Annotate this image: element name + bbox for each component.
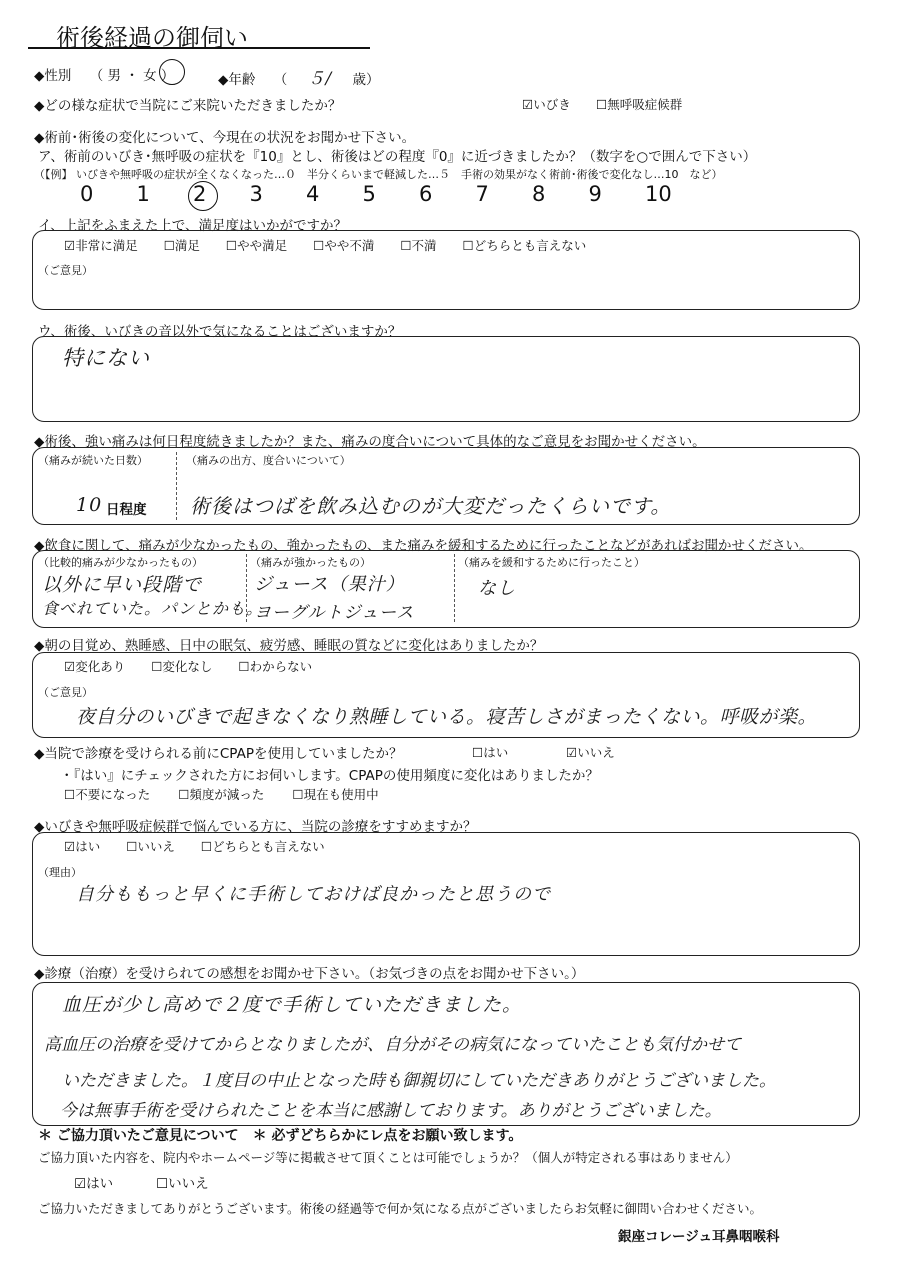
q5-option-unchanged: ☐変化なし (151, 659, 213, 674)
page-title: 術後経過の御伺い (56, 24, 248, 52)
q7-answer: 自分ももっと早くに手術しておけば良かったと思うので (76, 884, 551, 905)
satisfaction-somewhat-dissatisfied: ☐やや不満 (313, 238, 375, 253)
q4-text: ◆飲食に関して、痛みが少なかったもの、強かったもの、また痛みを緩和するために行ったことなどがあればお聞かせください。 (34, 538, 813, 554)
title-underline (28, 47, 370, 49)
q4-col2-line1: ジュース（果汁） (254, 574, 405, 595)
q7-option-no: ☐いいえ (126, 839, 175, 854)
q8-line-3: いただきました。１度目の中止となった時も御親切にしていただきありがとうございました。 (62, 1071, 776, 1091)
q7-options (64, 837, 325, 855)
age-unit: 歳） (352, 72, 380, 88)
clinic-name: 銀座コレージュ耳鼻咽喉科 (618, 1229, 780, 1245)
scale-6: 6 (419, 182, 433, 206)
q2-a-text: ア、術前のいびき･無呼吸の症状を『10』とし、術後はどの程度『0』に近づきましたか？（数字を○で囲んで下さい） (38, 149, 757, 165)
gender-female: 女 (143, 68, 157, 84)
q7-option-yes: ☑はい (64, 839, 101, 854)
gender-dot: ・ (125, 68, 139, 84)
age-open: （ (273, 72, 288, 88)
q4-separator-2 (454, 554, 455, 622)
q8-text: ◆診療（治療）を受けられての感想をお聞かせ下さい。（お気づきの点をお聞かせ下さい。） (34, 966, 585, 982)
footer-question: ご協力頂いた内容を、院内やホームページ等に掲載させて頂くことは可能でしょうか？（個人が特定される事はありません） (38, 1150, 738, 1165)
gender-open: （ (89, 68, 104, 84)
q2-example: （【例】 いびきや無呼吸の症状が全くなくなった…０ 半分くらいまで軽減した…５ 手術の効果がなく術前･術後で変化なし…10 など） (34, 168, 723, 181)
scale-7: 7 (475, 182, 489, 206)
gender-close: ） (160, 68, 175, 84)
q1-option-apnea: ☐無呼吸症候群 (596, 97, 683, 112)
satisfaction-very-satisfied: ☑非常に満足 (64, 238, 138, 253)
q8-line-1: 血圧が少し高めで２度で手術していただきました。 (62, 994, 523, 1016)
scale-4: 4 (306, 182, 320, 206)
q3-detail-label: （痛みの出方、度合いについて） (186, 454, 351, 467)
q7-option-neither: ☐どちらとも言えない (200, 839, 325, 854)
gender-label: ◆性別 (34, 68, 72, 84)
q7-reason-label: （理由） (38, 866, 82, 879)
satisfaction-somewhat-satisfied: ☐やや満足 (225, 238, 288, 253)
scale-5: 5 (362, 182, 376, 206)
satisfaction-neither: ☐どちらとも言えない (462, 238, 587, 253)
q5-answer: 夜自分のいびきで起きなくなり熟睡している。寝苦しさがまったくない。呼吸が楽。 (76, 706, 818, 728)
gender-row (34, 64, 174, 84)
scale-2: 2 (193, 182, 207, 206)
q5-option-changed: ☑変化あり (64, 659, 126, 674)
q2-opinion-label: （ご意見） (38, 264, 93, 277)
satisfaction-dissatisfied: ☐不満 (400, 238, 437, 253)
q2-i-text: イ、上記をふまえた上で、満足度はいかがですか？ (38, 218, 348, 234)
footer-yes: ☑はい (74, 1176, 114, 1192)
scale-1: 1 (136, 182, 150, 206)
satisfaction-options (64, 236, 586, 254)
scale-3: 3 (249, 182, 263, 206)
footer-thanks: ご協力いただきましてありがとうございます。術後の経過等で何か気になる点がございましたらお気軽に御問い合わせください。 (38, 1201, 763, 1216)
q4-col2-label: （痛みが強かったもの） (250, 556, 371, 569)
q3-separator (176, 452, 177, 520)
gender-male: 男 (107, 68, 121, 84)
age-value: ５/ (307, 69, 333, 89)
q5-opinion-label: （ご意見） (38, 686, 93, 699)
age-label: ◆年齢 (218, 72, 256, 88)
q6-sub-reduced: ☐頻度が減った (178, 787, 265, 802)
age-row (218, 64, 380, 89)
scale-0: 0 (80, 182, 94, 206)
q1-text: ◆どの様な症状で当院にご来院いただきましたか？ (34, 98, 342, 114)
scale-9: 9 (588, 182, 602, 206)
gender-female-circle (159, 59, 185, 85)
q2-u-text: ウ、術後、いびきの音以外で気になることはございますか？ (38, 324, 402, 340)
q3-days-unit: 日程度 (106, 502, 147, 518)
q2-u-box (32, 336, 860, 422)
q2-scale (80, 182, 702, 206)
satisfaction-satisfied: ☐満足 (163, 238, 200, 253)
q5-options (64, 657, 312, 675)
q2-u-answer: 特にない (62, 346, 150, 370)
q6-sub-still-using: ☐現在も使用中 (292, 787, 379, 802)
scale-10: 10 (645, 182, 672, 206)
scale-8: 8 (532, 182, 546, 206)
q3-text: ◆術後、強い痛みは何日程度続きましたか？また、痛みの度合いについて具体的なご意見をお聞かせください。 (34, 434, 706, 450)
q5-option-unknown: ☐わからない (238, 659, 313, 674)
q6-yes: ☐はい (472, 745, 509, 760)
scale-selected-circle (188, 181, 218, 211)
q5-text: ◆朝の目覚め、熟睡感、日中の眠気、疲労感、睡眠の質などに変化はありましたか？ (34, 638, 544, 654)
q7-text: ◆いびきや無呼吸症候群で悩んでいる方に、当院の診療をすすめますか？ (34, 819, 477, 835)
q4-col3-label: （痛みを緩和するために行ったこと） (458, 556, 645, 569)
q4-col1-line1: 以外に早い段階で (42, 574, 203, 596)
q6-sub-text: ・『はい』にチェックされた方にお伺いします。CPAPの使用頻度に変化はありましたか？ (60, 768, 599, 784)
footer-heading: ＊ ご協力頂いたご意見について ＊ 必ずどちらかにレ点をお願い致します。 (38, 1128, 523, 1144)
q4-col1-line2: 食べれていた。パンとかも。 (42, 599, 264, 618)
q3-days-value: 10 (76, 494, 103, 516)
q6-text: ◆当院で診療を受けられる前にCPAPを使用していましたか？ (34, 746, 403, 762)
q1-option-snoring: ☑いびき (522, 97, 571, 112)
q2-heading: ◆術前･術後の変化について、今現在の状況をお聞かせ下さい。 (34, 130, 416, 146)
q4-col3-answer: なし (478, 578, 516, 599)
q6-sub-options (64, 785, 379, 803)
q3-detail-answer: 術後はつばを飲み込むのが大変だったくらいです。 (190, 494, 672, 518)
q8-line-2: 高血圧の治療を受けてからとなりましたが、自分がその病気になっていたことも気付かせて (44, 1035, 741, 1055)
q6-sub-not-needed: ☐不要になった (64, 787, 151, 802)
q4-col1-label: （比較的痛みが少なかったもの） (38, 556, 203, 569)
q8-line-4: 今は無事手術を受けられたことを本当に感謝しております。ありがとうございました。 (60, 1101, 722, 1121)
q3-days-label: （痛みが続いた日数） (38, 454, 148, 467)
footer-no: ☐いいえ (156, 1176, 209, 1192)
q6-no: ☑いいえ (566, 745, 615, 760)
q4-col2-line2: ヨーグルトジュース (254, 603, 415, 623)
